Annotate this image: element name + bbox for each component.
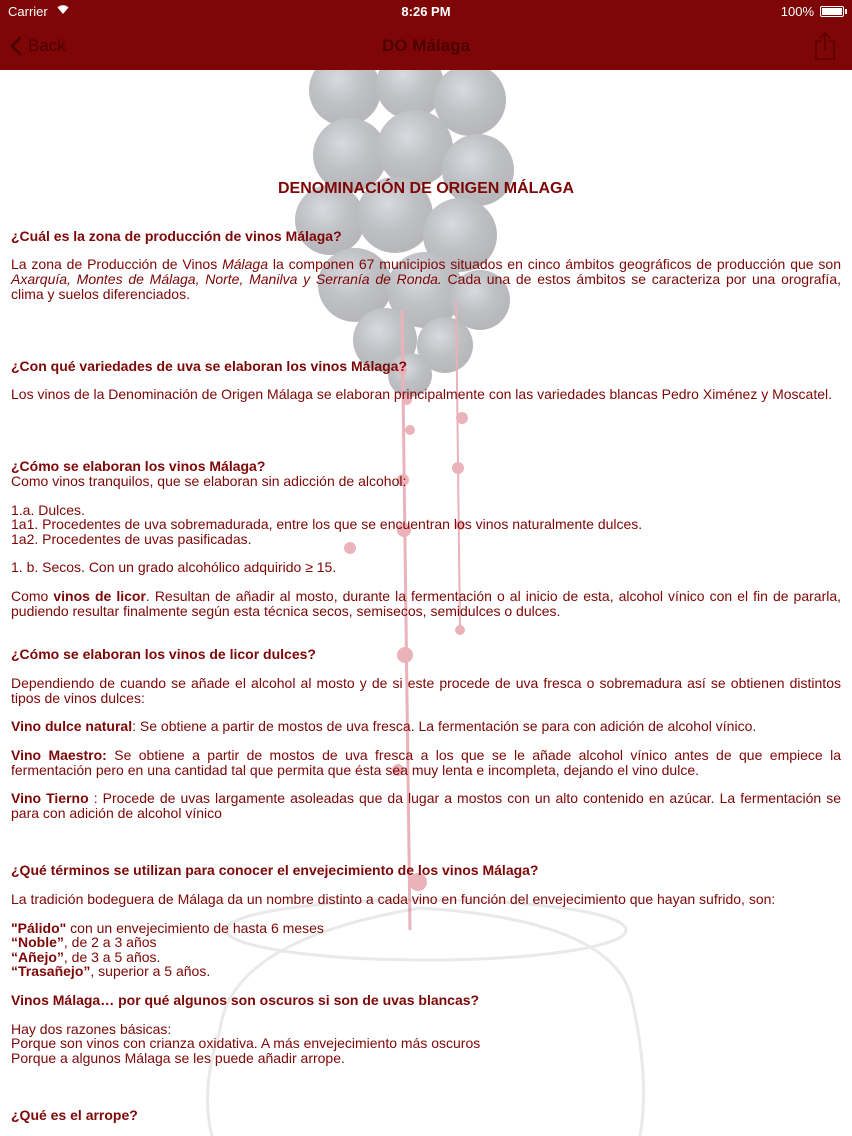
- answer-how-made-intro: Como vinos tranquilos, que se elaboran sin adicción de alcohol:: [11, 473, 407, 489]
- question-production-zone: ¿Cuál es la zona de producción de vinos Málaga?: [11, 228, 342, 244]
- answer-how-made-line: 1a2. Procedentes de uvas pasificadas.: [11, 531, 252, 547]
- question-grape-varieties: ¿Con qué variedades de uva se elaboran los vinos Málaga?: [11, 358, 408, 374]
- answer-aging-terms-intro: La tradición bodeguera de Málaga da un nombre distinto a cada vino en función del envejecimiento que hayan sufrido, son:: [11, 891, 776, 907]
- carrier-label: Carrier: [8, 4, 48, 19]
- question-sweet-liqueur: ¿Cómo se elaboran los vinos de licor dulces?: [11, 646, 316, 662]
- aging-term-palido: "Pálido" con un envejecimiento de hasta 6 meses: [11, 920, 324, 936]
- share-icon: [812, 31, 838, 61]
- question-arrope: ¿Qué es el arrope?: [11, 1107, 138, 1123]
- answer-how-made-line: 1a1. Procedentes de uva sobremadurada, entre los que se encuentran los vinos naturalmente dulces.: [11, 516, 643, 532]
- answer-vino-maestro: Vino Maestro: Se obtiene a partir de mostos de uva fresca a los que se le añade alcohol vínico antes de que empiece la fermentación pero en una cantidad tal que permita que ésta sea muy lenta e incompleta, dejando el vino dulce.: [11, 747, 842, 778]
- answer-dark-wines-line: Porque son vinos con crianza oxidativa. A más envejecimiento más oscuros: [11, 1035, 481, 1051]
- share-button[interactable]: [812, 31, 838, 61]
- answer-grape-varieties: Los vinos de la Denominación de Origen Málaga se elaboran principalmente con las variedades blancas Pedro Ximénez y Moscatel.: [11, 386, 833, 402]
- question-how-made: ¿Cómo se elaboran los vinos Málaga?: [11, 458, 266, 474]
- answer-liqueur-wines: Como vinos de licor. Resultan de añadir al mosto, durante la fermentación o al inicio de esta, alcohol vínico con el fin de pararla, pudiendo resultar finalmente según esta técnica secos, semisecos, semidulces o dulces.: [11, 588, 842, 619]
- answer-how-made-line: 1.a. Dulces.: [11, 502, 85, 518]
- document-title: DENOMINACIÓN DE ORIGEN MÁLAGA: [278, 180, 574, 197]
- answer-dark-wines-line: Hay dos razones básicas:: [11, 1021, 172, 1037]
- answer-how-made-line: 1. b. Secos. Con un grado alcohólico adquirido ≥ 15.: [11, 559, 337, 575]
- answer-production-zone: La zona de Producción de Vinos Málaga la componen 67 municipios situados en cinco ámbitos geográficos de producción que son Axarquía, Montes de Málaga, Norte, Manilva y Serranía de Ronda. Cada una de estos ámbitos se caracteriza por una orografía, clima y suelos diferenciados.: [11, 256, 841, 302]
- question-aging-terms: ¿Qué términos se utilizan para conocer el envejecimiento de los vinos Málaga?: [11, 862, 539, 878]
- aging-term-anejo: “Añejo”, de 3 a 5 años.: [11, 949, 161, 965]
- navigation-bar: [0, 22, 852, 70]
- answer-dark-wines-line: Porque a algunos Málaga se les puede añadir arrope.: [11, 1050, 345, 1066]
- status-bar: [0, 0, 852, 22]
- status-time: 8:26 PM: [401, 4, 451, 19]
- answer-vino-tierno: Vino Tierno : Procede de uvas largamente asoleadas que da lugar a mostos con un alto contenido en azúcar. La fermentación se para con adición de alcohol vínico: [11, 790, 841, 821]
- page-title: DO Málaga: [382, 36, 470, 55]
- back-button-label: Back: [28, 36, 66, 55]
- answer-vino-dulce-natural: Vino dulce natural: Se obtiene a partir de mostos de uva fresca. La fermentación se para con adición de alcohol vínico.: [11, 718, 757, 734]
- battery-percent: 100%: [780, 4, 814, 19]
- aging-term-noble: “Noble”, de 2 a 3 años: [11, 934, 157, 950]
- aging-term-trasanejo: “Trasañejo”, superior a 5 años.: [11, 963, 211, 979]
- question-dark-wines: Vinos Málaga… por qué algunos son oscuros si son de uvas blancas?: [11, 992, 480, 1008]
- battery-icon: [820, 6, 844, 17]
- answer-sweet-liqueur-intro: Dependiendo de cuando se añade el alcohol al mosto y de si este procede de uva fresca o sobremadura así se obtienen distintos tipos de vinos dulces:: [11, 675, 841, 706]
